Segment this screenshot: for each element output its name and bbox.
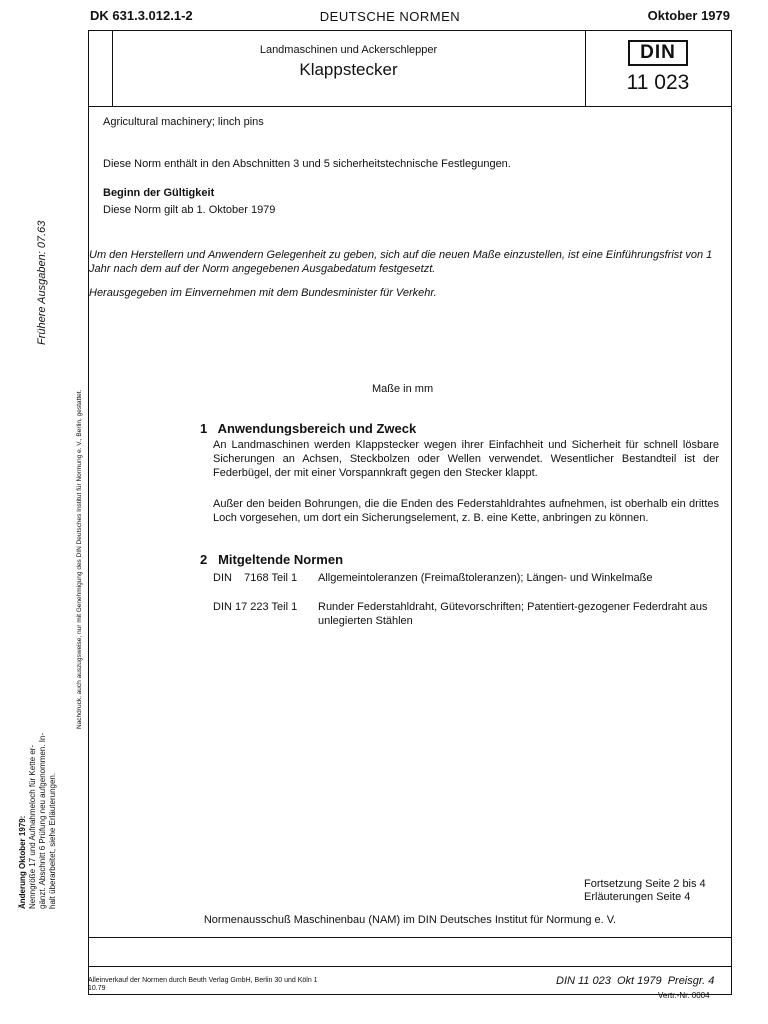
section-1-heading: 1 Anwendungsbereich und Zweck <box>200 421 417 436</box>
explanations-note: Erläuterungen Seite 4 <box>584 891 691 903</box>
issued-note: Herausgegeben im Einvernehmen mit dem Bundesminister für Verkehr. <box>89 287 437 299</box>
dk-classification: DK 631.3.012.1-2 <box>90 8 193 23</box>
intro-text: Diese Norm enthält in den Abschnitten 3 und 5 sicherheitstechnische Festlegungen. <box>103 158 511 170</box>
document-subtitle: Landmaschinen und Ackerschlepper <box>259 44 438 56</box>
amendment-line: halt überarbeitet, siehe Erläuterungen. <box>48 772 57 909</box>
standard-number: 11 023 <box>626 71 690 94</box>
sales-note-line: Alleinverkauf der Normen durch Beuth Verlag GmbH, Berlin 30 und Köln 1 <box>88 977 318 984</box>
previous-editions: Frühere Ausgaben: 07.63 <box>36 220 48 345</box>
section-1-paragraph-1: An Landmaschinen werden Klappstecker wegen ihrer Einfachheit und Sicherheit für schnell lösbare Sicherungen an Achsen, Steckbolzen oder Wellen verwendet. Wesentlicher Bestandteil ist der Federbügel, der mit einer Vorspannkraft gegen den Stecker klappt. <box>213 439 719 479</box>
distribution-number: Vertr.-Nr. 0004 <box>658 991 710 1000</box>
dimension-note: Maße in mm <box>372 383 434 395</box>
header-divider <box>88 106 732 107</box>
english-title: Agricultural machinery; linch pins <box>103 116 264 128</box>
amendment-title: Änderung Oktober 1979: <box>18 815 27 909</box>
din-logo: DIN <box>628 40 688 66</box>
validity-text: Diese Norm gilt ab 1. Oktober 1979 <box>103 204 276 216</box>
transition-note: Um den Herstellern und Anwendern Gelegenheit zu geben, sich auf die neuen Maße einzustellen, ist eine Einführungsfrist von 1 Jahr nach dem auf der Norm angegebenen Ausgabedatum festgesetzt. <box>89 249 713 275</box>
reference-text: Allgemeintoleranzen (Freimaßtoleranzen); Längen- und Winkelmaße <box>318 572 653 584</box>
series-title: DEUTSCHE NORMEN <box>319 9 461 24</box>
footer-reference: DIN 11 023 Okt 1979 Preisgr. 4 <box>556 975 715 987</box>
validity-heading: Beginn der Gültigkeit <box>103 187 215 199</box>
reference-code: DIN 17 223 Teil 1 <box>213 601 298 613</box>
sales-note <box>88 977 318 993</box>
footer-divider-top <box>88 937 732 938</box>
committee-line: Normenausschuß Maschinenbau (NAM) im DIN Deutsches Institut für Normung e. V. <box>203 914 617 926</box>
reference-text: Runder Federstahldraht, Gütevorschriften; Patentiert-gezogener Federdraht aus unlegierten Stählen <box>318 601 708 627</box>
section-2-heading: 2 Mitgeltende Normen <box>200 552 344 567</box>
footer-divider-bottom <box>88 966 732 967</box>
amendment-line: gänzt. Abschnitt 6 Prüfung neu aufgenommen. In- <box>38 732 47 909</box>
print-code: 10.79 <box>88 985 106 992</box>
continuation-note: Fortsetzung Seite 2 bis 4 <box>584 878 706 890</box>
amendment-line: Nenngröße 17 und Aufnahmeloch für Kette er- <box>28 744 37 909</box>
reprint-notice: Nachdruck, auch auszugsweise, nur mit Genehmigung des DIN Deutsches Institut für Normung e. V., Berlin, gestattet. <box>76 389 83 729</box>
document-title: Klappstecker <box>299 60 398 79</box>
issue-date: Oktober 1979 <box>647 8 730 23</box>
amendment-note <box>18 733 58 909</box>
section-1-paragraph-2: Außer den beiden Bohrungen, die die Enden des Federstahldrahtes aufnehmen, ist oberhalb ein drittes Loch vorgesehen, um dort ein Sicherungselement, z. B. eine Kette, anbringen zu können. <box>213 498 719 524</box>
header-right-divider <box>585 30 586 107</box>
reference-code: DIN 7168 Teil 1 <box>213 572 298 584</box>
